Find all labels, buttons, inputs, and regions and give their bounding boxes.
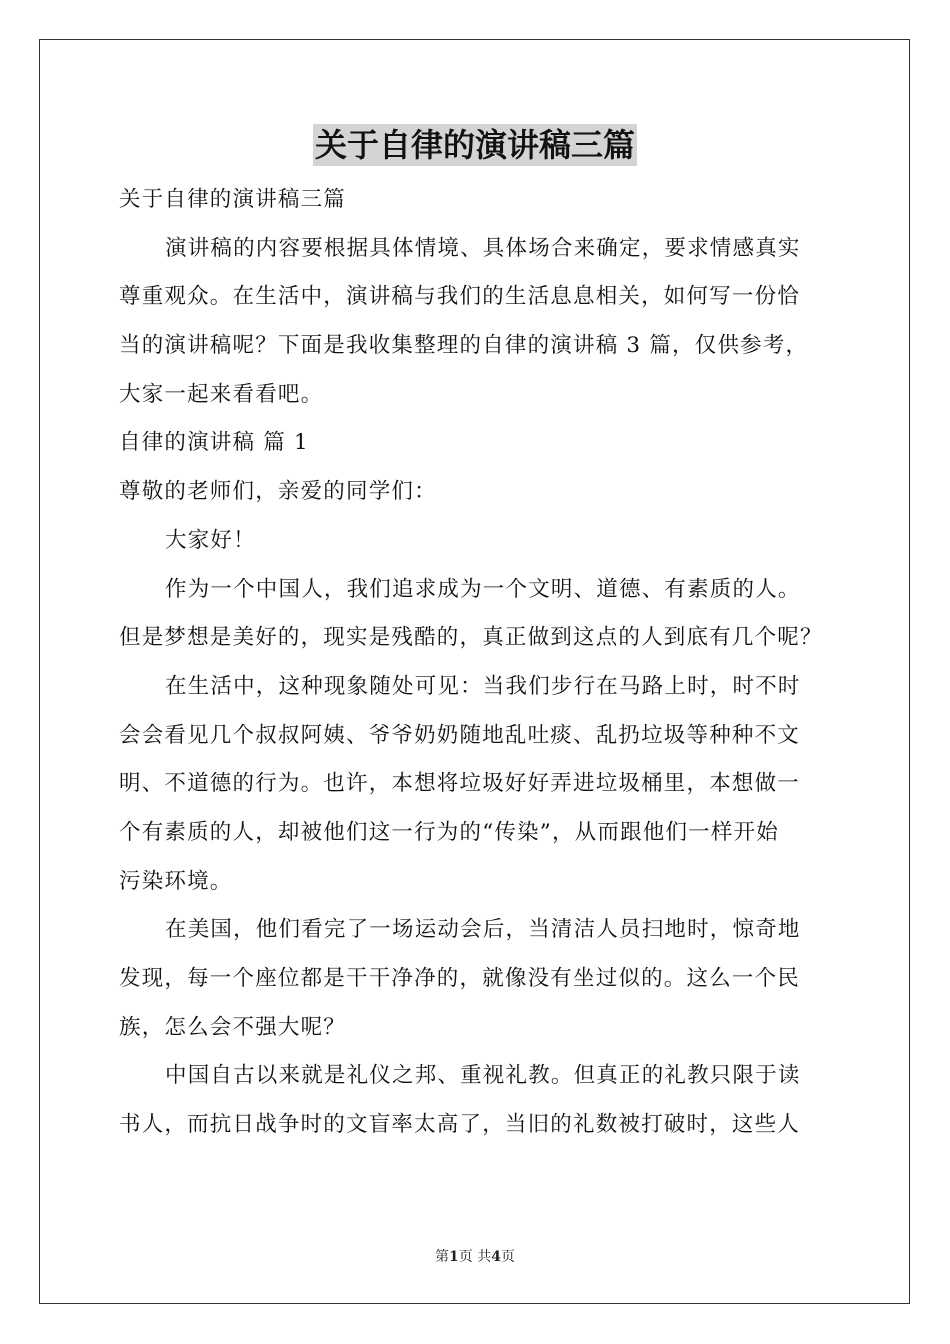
text-line: 作为一个中国人，我们追求成为一个文明、道德、有素质的人。	[165, 576, 801, 602]
text-line: 在生活中，这种现象随处可见：当我们步行在马路上时，时不时	[165, 673, 801, 699]
text-line: 族，怎么会不强大呢？	[119, 1014, 347, 1040]
text-line: 大家好！	[165, 527, 256, 553]
text-line: 污染环境。	[119, 868, 233, 894]
footer-prefix: 第	[435, 1249, 450, 1265]
page-footer	[0, 1246, 950, 1266]
text-line: 发现，每一个座位都是干干净净的，就像没有坐过似的。这么一个民	[119, 966, 801, 991]
text-line: 当的演讲稿呢？下面是我收集整理的自律的演讲稿 3 篇，仅供参考，	[119, 333, 809, 359]
footer-page-current: 1	[449, 1249, 459, 1265]
footer-mid: 页 共	[458, 1249, 492, 1265]
document-body	[119, 180, 834, 1154]
text-line: 但是梦想是美好的，现实是残酷的，真正做到这点的人到底有几个呢？	[119, 625, 823, 651]
text-line: 明、不道德的行为。也许，本想将垃圾好好弄进垃圾桶里，本想做一	[119, 771, 801, 797]
text-line: 自律的演讲稿 篇 1	[119, 430, 309, 456]
footer-suffix: 页	[500, 1249, 515, 1265]
text-line: 大家一起来看看吧。	[119, 381, 324, 407]
footer-page-total: 4	[491, 1249, 501, 1265]
text-line: 尊重观众。在生活中，演讲稿与我们的生活息息相关，如何写一份恰	[119, 284, 801, 310]
text-line: 书人，而抗日战争时的文盲率太高了，当旧的礼数被打破时，这些人	[119, 1112, 801, 1138]
text-line: 演讲稿的内容要根据具体情境、具体场合来确定，要求情感真实	[165, 235, 801, 261]
document-title: 关于自律的演讲稿三篇	[314, 126, 635, 164]
text-line: 个有素质的人，却被他们这一行为的“传染”，从而跟他们一样开始	[119, 819, 779, 845]
title-container	[0, 124, 950, 166]
text-line: 关于自律的演讲稿三篇	[119, 187, 347, 212]
text-line: 中国自古以来就是礼仪之邦、重视礼教。但真正的礼教只限于读	[165, 1063, 801, 1089]
text-line: 会会看见几个叔叔阿姨、爷爷奶奶随地乱吐痰、乱扔垃圾等种种不文	[119, 722, 801, 748]
text-line: 在美国，他们看完了一场运动会后，当清洁人员扫地时，惊奇地	[165, 917, 801, 943]
text-line: 尊敬的老师们，亲爱的同学们：	[119, 479, 437, 505]
